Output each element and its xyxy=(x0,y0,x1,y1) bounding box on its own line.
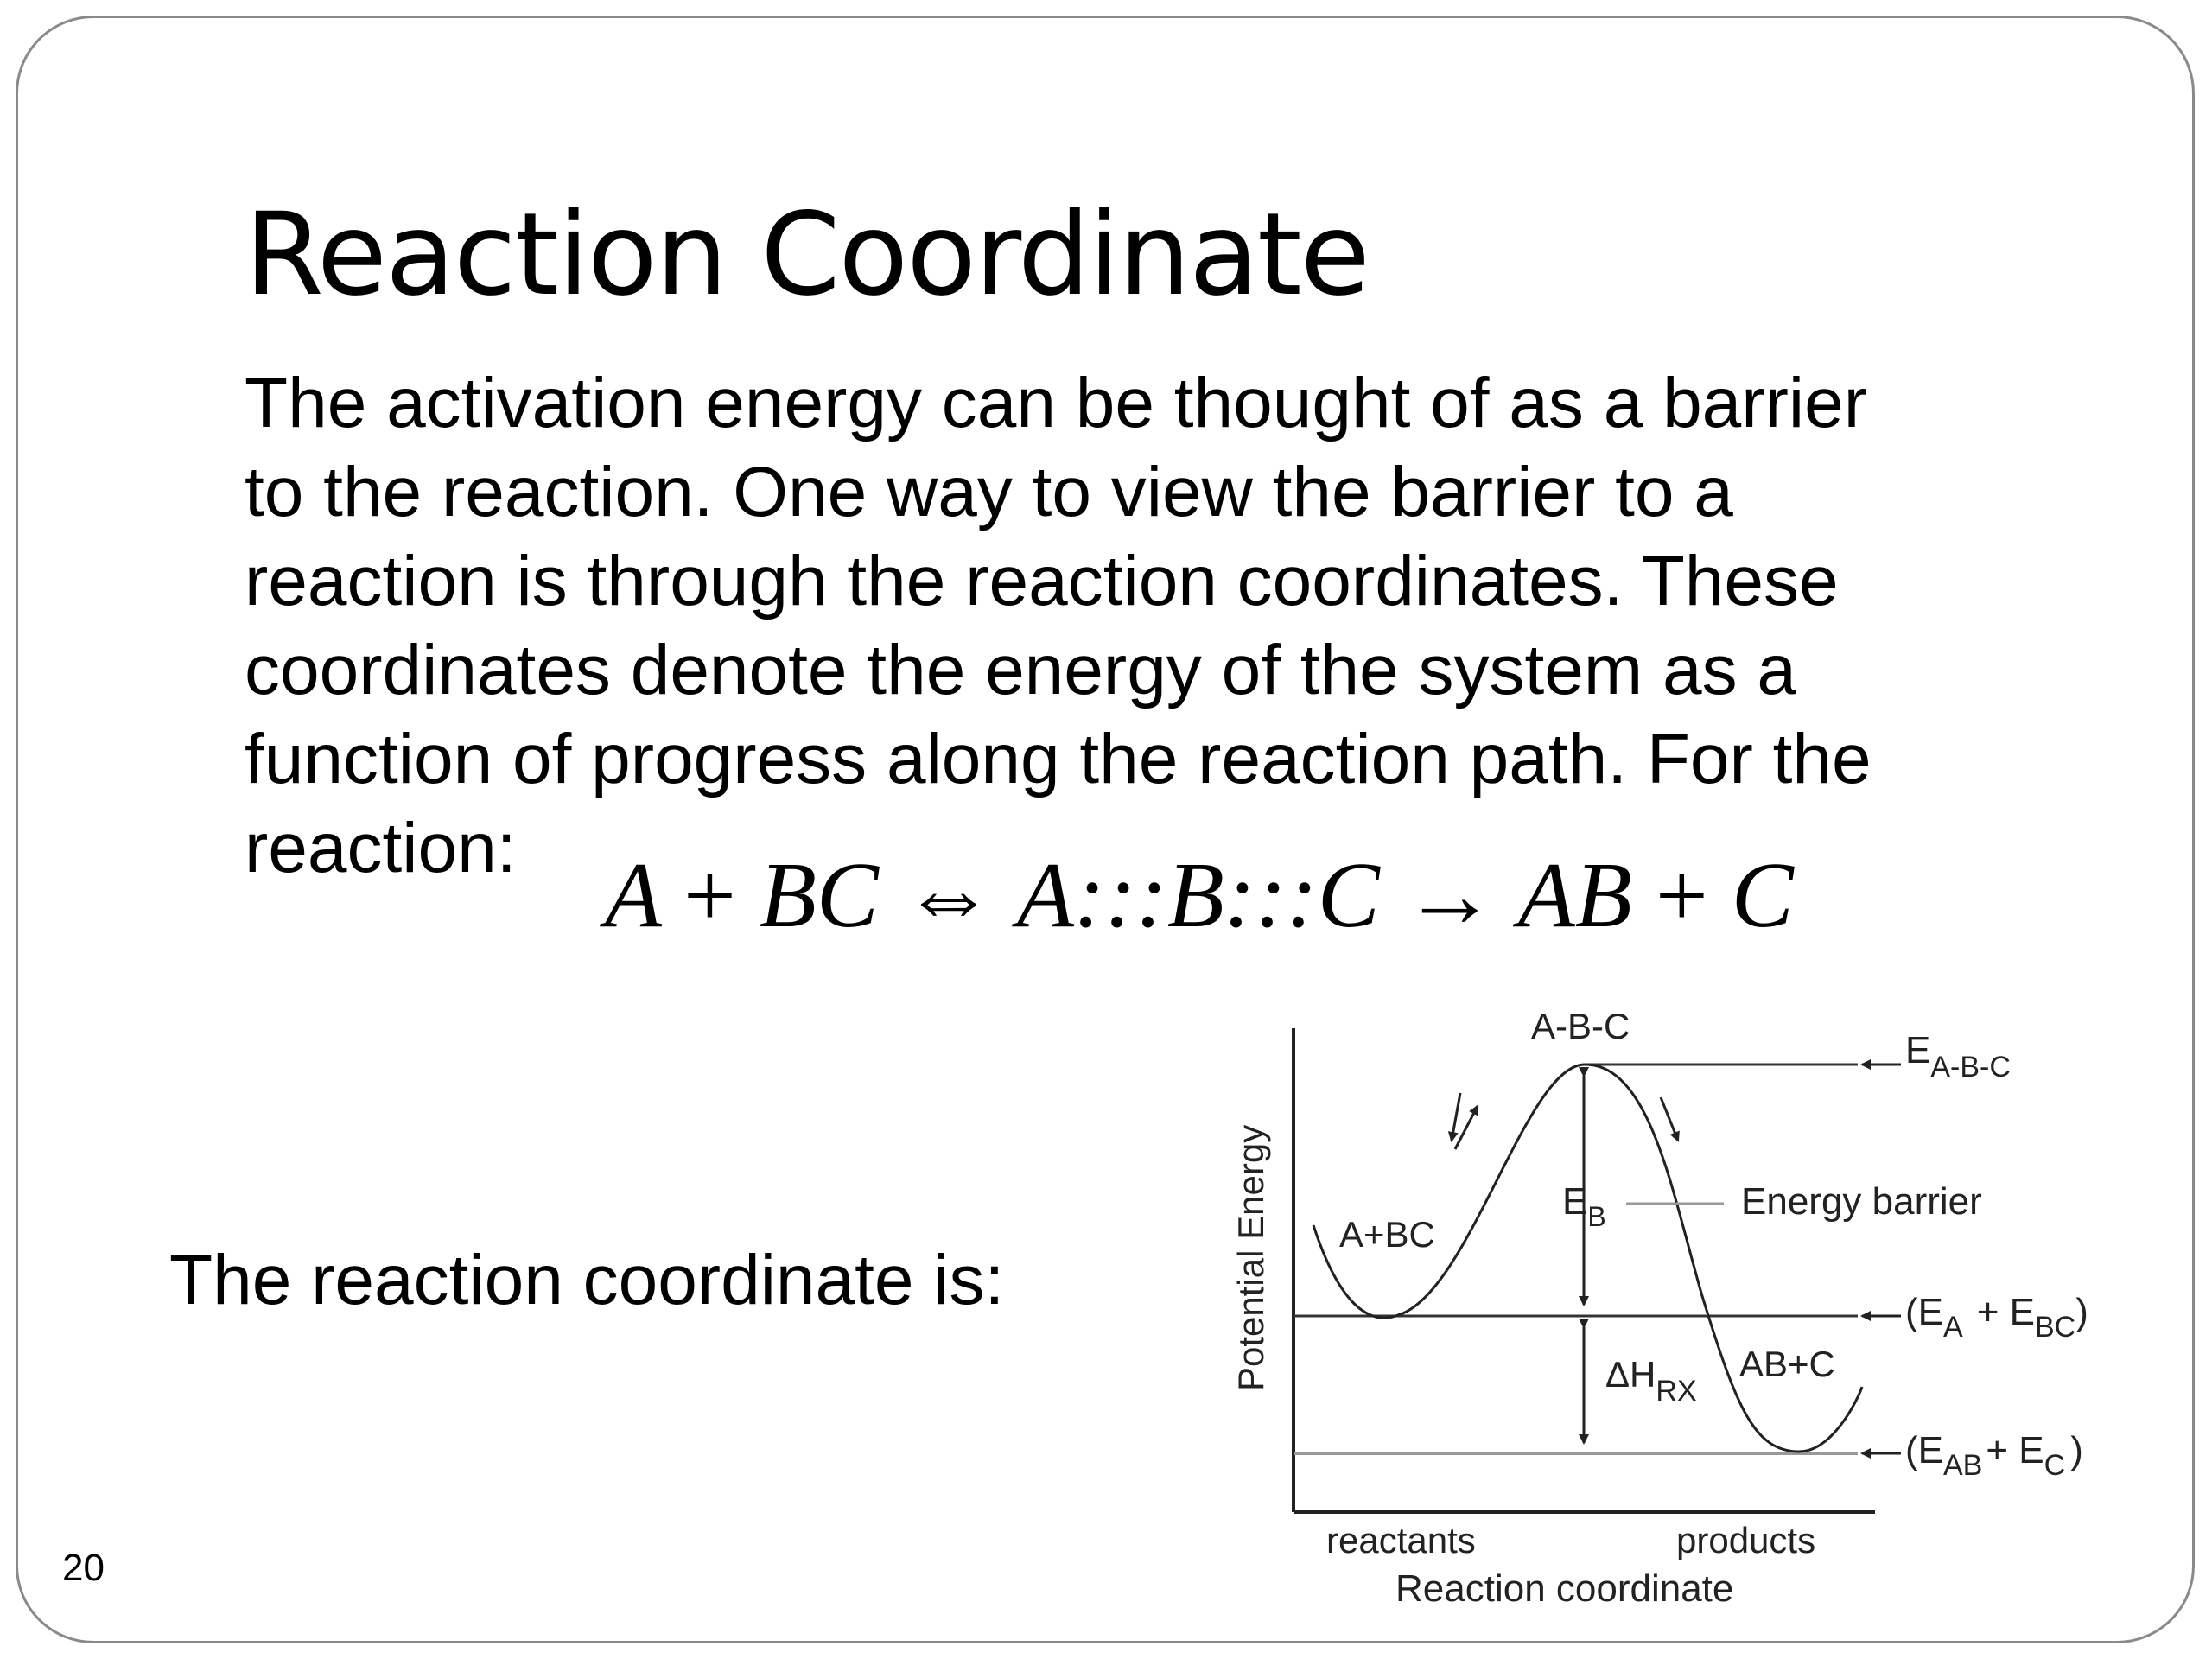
paragraph-line: to the reaction. One way to view the barrier to a xyxy=(245,453,1733,531)
eq-transition-state: A:::B:::C xyxy=(1017,844,1380,947)
eq-plus: + xyxy=(683,844,736,947)
eq-forward-arrow: → xyxy=(1402,844,1497,947)
downhill-arrow-icon xyxy=(1661,1097,1678,1141)
x-left-label: reactants xyxy=(1326,1520,1476,1560)
level-mid-label xyxy=(1905,1291,2088,1344)
level-low-plus: + E xyxy=(1986,1429,2044,1471)
page-number: 20 xyxy=(62,1547,105,1589)
paragraph-line: reaction is through the reaction coordinates. These xyxy=(245,542,1839,620)
reaction-coordinate-diagram xyxy=(1201,994,2169,1633)
level-mid-sub2: BC xyxy=(2034,1311,2076,1344)
barrier-label: Energy barrier xyxy=(1741,1180,1982,1223)
x-axis-label: Reaction coordinate xyxy=(1395,1567,1734,1610)
paragraph-line: reaction: xyxy=(245,809,517,887)
eb-main: E xyxy=(1562,1180,1588,1223)
level-top-main: E xyxy=(1905,1029,1931,1071)
level-mid-plus: + E xyxy=(1976,1291,2035,1333)
y-axis-label: Potential Energy xyxy=(1230,1124,1271,1391)
level-low-open: (E xyxy=(1905,1429,1943,1471)
level-low-sub2: C xyxy=(2044,1449,2066,1482)
level-low-sub1: AB xyxy=(1943,1449,1983,1482)
slide-title: Reaction Coordinate xyxy=(245,188,1369,321)
reaction-equation xyxy=(605,842,1794,950)
coordinate-label: The reaction coordinate is: xyxy=(169,1241,1005,1319)
peak-label: A-B-C xyxy=(1531,1006,1630,1046)
reactant-label: A+BC xyxy=(1339,1214,1435,1255)
body-paragraph xyxy=(245,359,1990,893)
level-mid-open: (E xyxy=(1905,1291,1943,1333)
reverse-arrow-icon xyxy=(1452,1093,1460,1141)
eq-equilibrium-arrow: ⇔ xyxy=(901,844,995,947)
paragraph-line: The activation energy can be thought of as a barrier xyxy=(245,364,1868,442)
dh-main: ΔH xyxy=(1605,1354,1656,1395)
dh-label xyxy=(1605,1354,1697,1408)
x-right-label: products xyxy=(1676,1520,1816,1560)
paragraph-line: function of progress along the reaction path. For the xyxy=(245,720,1872,798)
level-top-label xyxy=(1905,1029,2011,1084)
product-label: AB+C xyxy=(1739,1344,1835,1384)
energy-curve xyxy=(1313,1065,1862,1452)
eq-reactant-a: A xyxy=(605,844,661,947)
level-mid-sub1: A xyxy=(1943,1311,1963,1344)
eb-sub: B xyxy=(1587,1201,1606,1232)
dh-sub: RX xyxy=(1656,1375,1697,1408)
eq-reactant-bc: BC xyxy=(759,844,879,947)
level-low-close: ) xyxy=(2070,1429,2083,1471)
forward-arrow-icon xyxy=(1455,1106,1478,1149)
eq-plus: + xyxy=(1655,844,1708,947)
eq-product-c: C xyxy=(1731,844,1794,947)
eq-product-ab: AB xyxy=(1517,844,1632,947)
level-mid-close: ) xyxy=(2075,1291,2088,1333)
paragraph-line: coordinates denote the energy of the system as a xyxy=(245,631,1796,709)
level-top-sub: A-B-C xyxy=(1930,1051,2011,1084)
level-low-label xyxy=(1905,1429,2083,1482)
